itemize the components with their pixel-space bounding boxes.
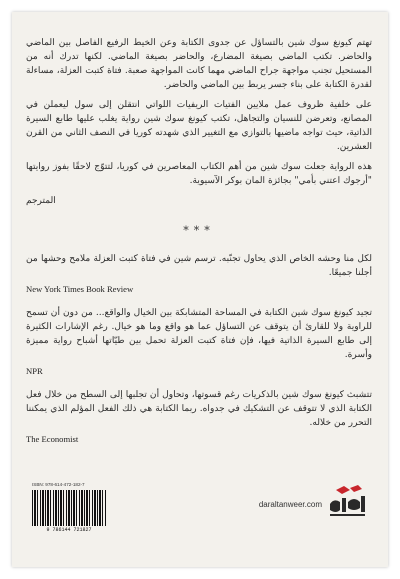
intro-paragraph-1: تهتم كيونغ سوك شين بالتساؤل عن جدوى الكتابة وعن الخيط الرفيع الفاصل بين الماضي والحاضر. تكتب الماضي بصيغة المضارع، والحاضر بصيغة الماضي. لكنها تدرك أنه من المستحيل تجنب مواجهة جراح الماضي مهما كانت المواجهة صعبة. فتاة كتبت العزلة، مساءلة لقدرة الكتابة على بناء جسر يربط بين الماضي والحاضر. xyxy=(26,38,372,90)
review-source-3: The Economist xyxy=(26,434,79,444)
intro-paragraph-3: هذه الرواية جعلت سوك شين من أهم الكتاب المعاصرين في كوريا، لتتوّج لاحقًا بفوز روايتها "أرجوك اعتني بأمي" بجائزة المان بوكر الآسيوية. xyxy=(26,162,372,186)
translator-signature: المترجم xyxy=(26,196,56,206)
review-quote-1: لكل منا وحشه الخاص الذي يحاول تجنّبه. ترسم شين في فتاة كتبت العزلة ملامح وحشها من أجلنا جميعًا. xyxy=(26,254,372,278)
dar-altanweer-logo-icon xyxy=(326,484,368,518)
cover-text xyxy=(26,36,372,456)
review-quote-3: تتشبث كيونغ سوك شين بالذكريات رغم قسوتها، وتحاول أن تجلبها إلى السطح من خلال فعل الكتابة الذي لا تتوقف عن التشكيك في جدواه. ربما الكتابة هي ذلك الفعل المؤلم الذي يمكننا التحرر من خلاله. xyxy=(26,390,372,428)
barcode-bars xyxy=(32,490,106,526)
isbn-digits: 9 786144 721827 xyxy=(46,527,92,533)
publisher-url: daraltanweer.com xyxy=(258,500,322,509)
review-source-1: New York Times Book Review xyxy=(26,284,134,294)
review-quote-2: تجيد كيونغ سوك شين الكتابة في المساحة المتشابكة بين الخيال والواقع... من دون أن تسمح للراوية ولا للقارئ أن يتوقف عن التساؤل عما هو واقع وما هو خيال. رغم الإشارات الكثيرة إلى طابع السيرة الذاتية فيها، فإن فتاة كتبت العزلة تحمل بين طيّاتها أشباح رواية مميزة وأسرة. xyxy=(26,308,372,360)
cover-footer xyxy=(22,482,372,538)
isbn-label: ISBN: 978-614-472-182-7 xyxy=(32,482,85,487)
isbn-barcode xyxy=(32,482,106,536)
intro-paragraph-2: على خلفية ظروف عمل ملايين الفتيات الريفيات اللواتي انتقلن إلى سول ليعملن في المصانع، وتعرضن للنسيان والتجاهل، تكتب كيونغ سوك شين رواية يغلب عليها طابع السيرة الذاتية، حيث تواجه ماضيها بالتوازي مع التغيير الذي شهدته كوريا في النصف الثاني من القرن العشرين. xyxy=(26,100,372,152)
book-back-cover xyxy=(12,12,388,567)
section-separator: *** xyxy=(183,224,215,237)
review-source-2: NPR xyxy=(26,366,43,376)
